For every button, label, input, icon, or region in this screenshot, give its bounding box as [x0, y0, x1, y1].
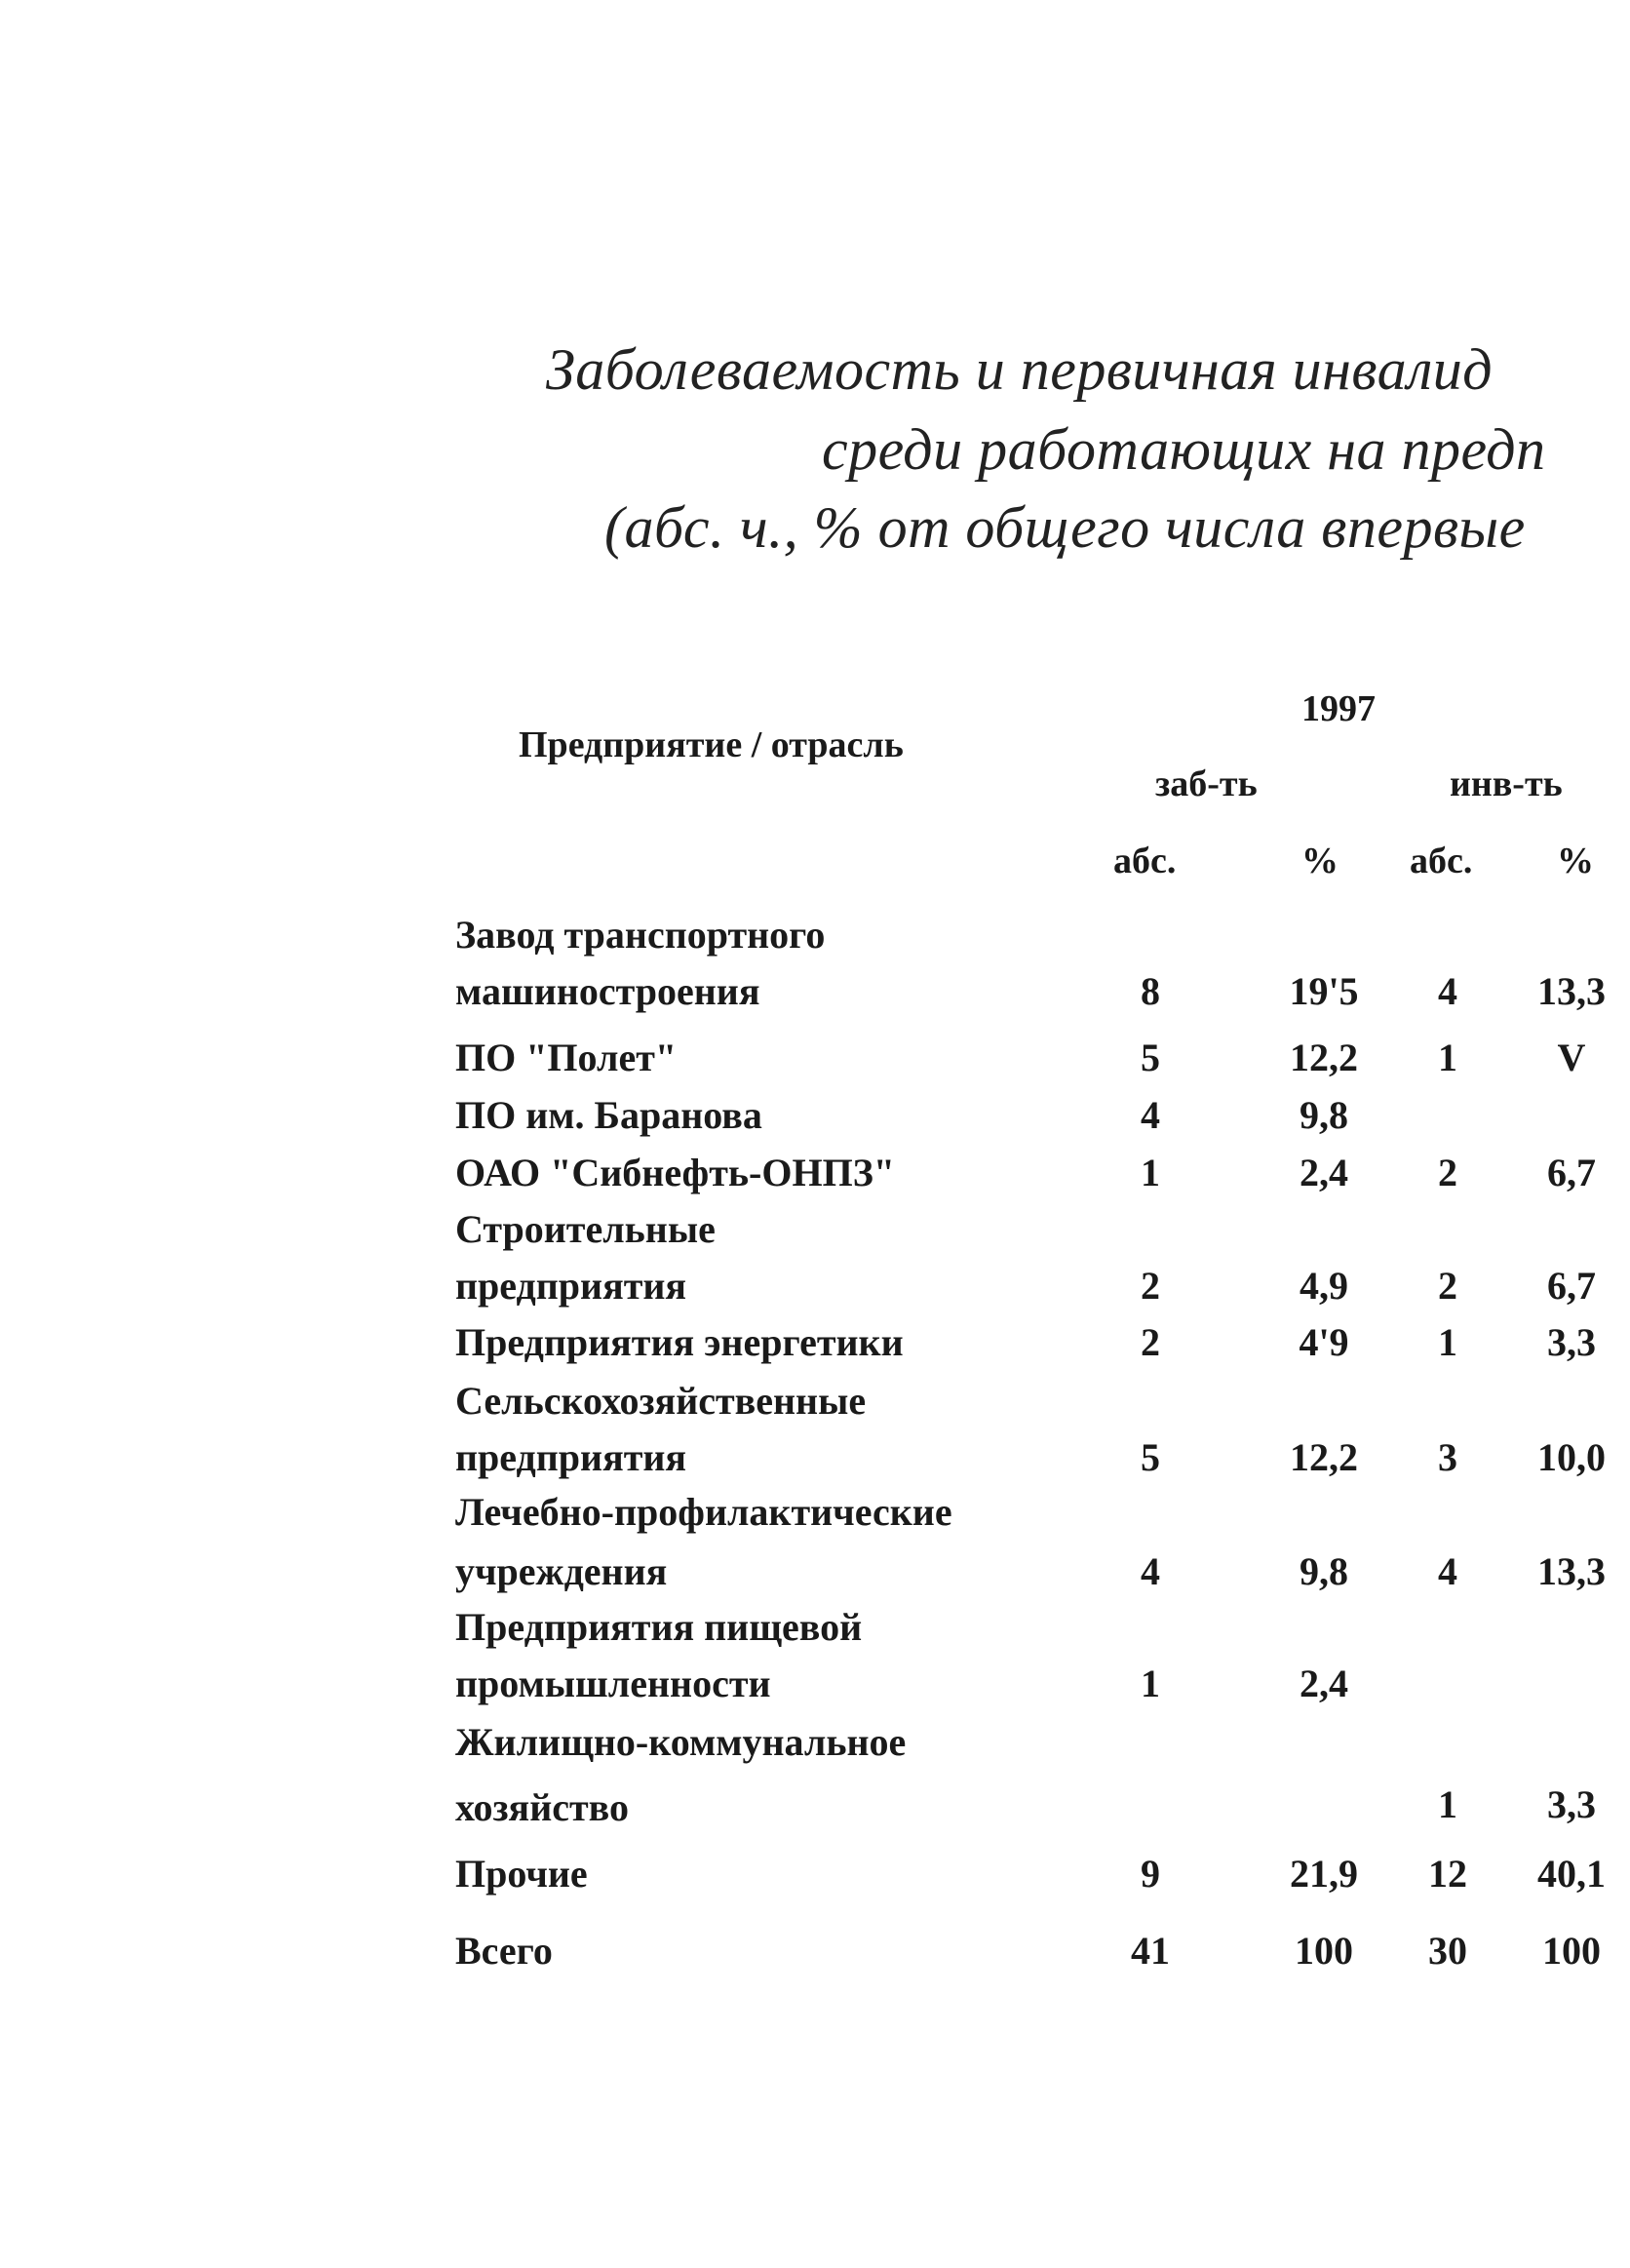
disability-pct-cell: 13,3 [1537, 969, 1606, 1013]
morbidity-group-header: заб-ть [1155, 763, 1258, 804]
disability-abs-cell: 4 [1438, 969, 1457, 1013]
disability-pct-cell: 100 [1542, 1929, 1601, 1973]
disability-abs-cell: 1 [1438, 1782, 1457, 1826]
morbidity-abs-cell: 4 [1141, 1093, 1160, 1137]
disability-abs-cell: 1 [1438, 1320, 1457, 1364]
row-label-line1: Прочие [455, 1852, 588, 1896]
morbidity-abs-cell: 41 [1131, 1929, 1170, 1973]
row-label-line2: предприятия [455, 1264, 687, 1308]
disability-pct-header: % [1557, 841, 1594, 881]
morbidity-abs-cell: 5 [1141, 1435, 1160, 1479]
title-line-3: (абс. ч., % от общего числа впервые [604, 495, 1526, 560]
row-label-line1: Завод транспортного [455, 913, 826, 957]
morbidity-pct-cell: 100 [1295, 1929, 1353, 1973]
row-label-line1: Всего [455, 1929, 553, 1973]
morbidity-abs-cell: 2 [1141, 1264, 1160, 1308]
morbidity-pct-cell: 4'9 [1299, 1320, 1349, 1364]
row-label-line2: учреждения [455, 1549, 668, 1593]
row-label-line2: предприятия [455, 1435, 687, 1479]
disability-pct-cell: 13,3 [1537, 1549, 1606, 1593]
row-label-line1: Жилищно-коммунальное [455, 1720, 907, 1764]
morbidity-abs-cell: 4 [1141, 1549, 1160, 1593]
disability-abs-cell: 4 [1438, 1549, 1457, 1593]
disability-pct-cell: 6,7 [1547, 1264, 1596, 1308]
disability-pct-cell: V [1557, 1036, 1586, 1079]
disability-group-header: инв-ть [1450, 763, 1563, 804]
morbidity-pct-cell: 21,9 [1290, 1852, 1358, 1896]
morbidity-pct-cell: 12,2 [1290, 1036, 1358, 1079]
enterprise-column-header: Предприятие / отрасль [519, 724, 904, 765]
morbidity-pct-cell: 2,4 [1300, 1662, 1348, 1705]
morbidity-abs-cell: 2 [1141, 1320, 1160, 1364]
morbidity-pct-cell: 9,8 [1300, 1549, 1348, 1593]
row-label-line1: ОАО "Сибнефть-ОНПЗ" [455, 1151, 896, 1194]
row-label-line1: ПО им. Баранова [455, 1093, 762, 1137]
morbidity-pct-header: % [1301, 841, 1339, 881]
morbidity-abs-header: абс. [1113, 841, 1177, 881]
morbidity-pct-cell: 9,8 [1300, 1093, 1348, 1137]
disability-pct-cell: 10,0 [1537, 1435, 1606, 1479]
disability-abs-cell: 2 [1438, 1264, 1457, 1308]
disability-pct-cell: 40,1 [1537, 1852, 1606, 1896]
row-label-line2: машиностроения [455, 969, 760, 1013]
disability-pct-cell: 3,3 [1547, 1782, 1596, 1826]
disability-abs-cell: 12 [1428, 1852, 1467, 1896]
morbidity-pct-cell: 2,4 [1300, 1151, 1348, 1194]
morbidity-abs-cell: 1 [1141, 1662, 1160, 1705]
morbidity-pct-cell: 19'5 [1289, 969, 1359, 1013]
row-label-line1: Предприятия энергетики [455, 1320, 904, 1364]
row-label-line1: ПО "Полет" [455, 1036, 678, 1079]
disability-abs-cell: 1 [1438, 1036, 1457, 1079]
title-line-1: Заболеваемость и первичная инвалид [546, 337, 1494, 402]
disability-abs-header: абс. [1410, 841, 1473, 881]
row-label-line2: хозяйство [455, 1785, 629, 1829]
morbidity-abs-cell: 5 [1141, 1036, 1160, 1079]
disability-abs-cell: 2 [1438, 1151, 1457, 1194]
year-header: 1997 [1301, 688, 1376, 729]
disability-abs-cell: 30 [1428, 1929, 1467, 1973]
disability-pct-cell: 3,3 [1547, 1320, 1596, 1364]
row-label-line1: Лечебно-профилактические [455, 1490, 952, 1534]
row-label-line2: промышленности [455, 1662, 771, 1705]
disability-abs-cell: 3 [1438, 1435, 1457, 1479]
disability-pct-cell: 6,7 [1547, 1151, 1596, 1194]
row-label-line1: Строительные [455, 1207, 716, 1251]
morbidity-abs-cell: 9 [1141, 1852, 1160, 1896]
row-label-line1: Сельскохозяйственные [455, 1379, 867, 1423]
morbidity-pct-cell: 4,9 [1300, 1264, 1348, 1308]
row-label-line1: Предприятия пищевой [455, 1605, 863, 1649]
morbidity-abs-cell: 8 [1141, 969, 1160, 1013]
morbidity-abs-cell: 1 [1141, 1151, 1160, 1194]
morbidity-pct-cell: 12,2 [1290, 1435, 1358, 1479]
title-line-2: среди работающих на предп [822, 417, 1546, 482]
